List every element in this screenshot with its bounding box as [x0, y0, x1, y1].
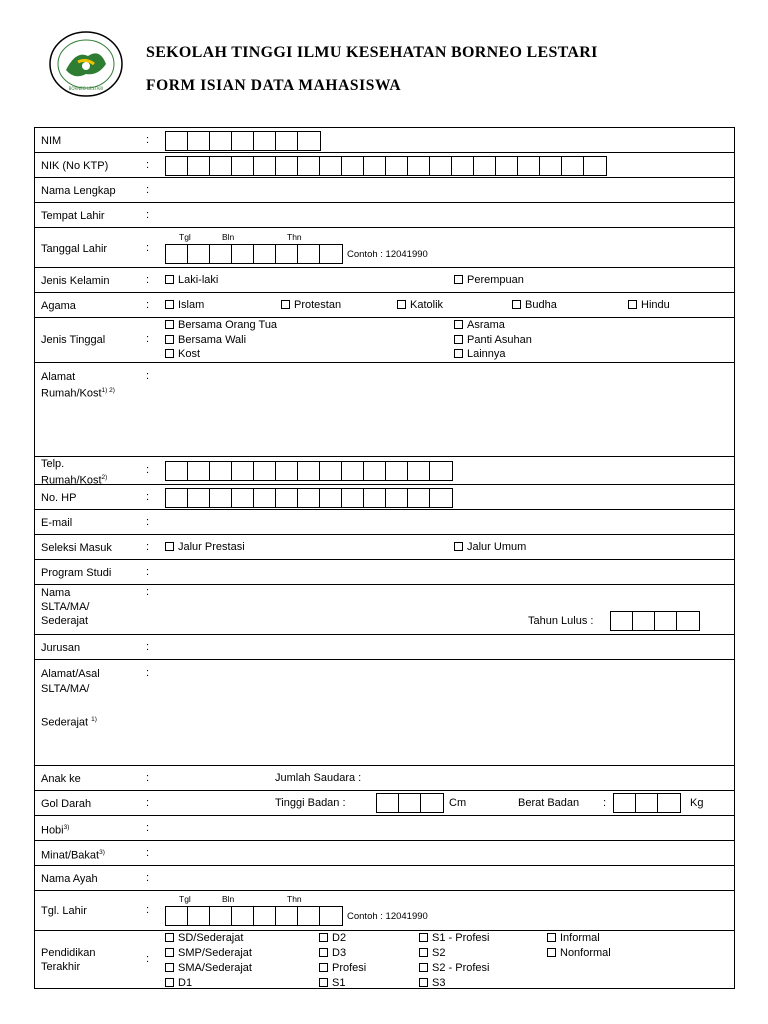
colon: :	[146, 847, 150, 859]
label-tahun-lulus: Tahun Lulus :	[528, 615, 594, 627]
colon: :	[146, 872, 150, 884]
checkbox-hindu[interactable]: Hindu	[628, 299, 670, 311]
colon: :	[146, 333, 150, 345]
row-no-hp	[35, 485, 734, 510]
checkbox-kost[interactable]: Kost	[165, 348, 200, 360]
nik-input-boxes[interactable]	[165, 156, 607, 176]
date-label-bln: Bln	[222, 232, 235, 242]
colon: :	[146, 904, 150, 916]
row-tempat-lahir	[35, 203, 734, 228]
row-hobi	[35, 816, 734, 841]
checkbox-informal[interactable]: Informal	[547, 932, 600, 944]
colon: :	[146, 134, 150, 146]
colon: :	[146, 299, 150, 311]
row-jurusan	[35, 635, 734, 660]
checkbox-islam[interactable]: Islam	[165, 299, 204, 311]
label-program-studi: Program Studi	[41, 567, 112, 579]
label-pendidikan-terakhir: Pendidikan Terakhir	[41, 947, 96, 973]
colon: :	[603, 797, 607, 809]
row-agama	[35, 293, 734, 318]
label-berat-badan: Berat Badan	[518, 797, 580, 809]
checkbox-laki-laki[interactable]: Laki-laki	[165, 274, 218, 286]
label-minat-bakat: Minat/Bakat$^{3)}$	[41, 849, 105, 862]
colon: :	[146, 772, 150, 784]
row-minat-bakat	[35, 841, 734, 866]
colon: :	[146, 822, 150, 834]
row-alamat	[35, 363, 734, 457]
label-nama-slta: Nama SLTA/MA/ Sederajat	[41, 587, 90, 627]
label-nama: Nama Lengkap	[41, 185, 116, 197]
colon: :	[146, 370, 150, 382]
label-nik: NIK (No KTP)	[41, 160, 109, 172]
date-label-thn: Thn	[287, 232, 302, 242]
row-nama	[35, 178, 734, 203]
checkbox-asrama[interactable]: Asrama	[454, 319, 505, 331]
svg-text:BORNEO LESTARI: BORNEO LESTARI	[68, 86, 104, 91]
checkbox-protestan[interactable]: Protestan	[281, 299, 341, 311]
nim-input-boxes[interactable]	[165, 131, 321, 151]
checkbox-s3[interactable]: S3	[419, 977, 445, 989]
checkbox-s2[interactable]: S2	[419, 947, 445, 959]
label-agama: Agama	[41, 300, 76, 312]
row-tanggal-lahir	[35, 228, 734, 268]
label-jurusan: Jurusan	[41, 642, 81, 654]
colon: :	[146, 516, 150, 528]
row-seleksi-masuk	[35, 535, 734, 560]
tahun-lulus-input-boxes[interactable]	[610, 611, 700, 631]
checkbox-jalur-prestasi[interactable]: Jalur Prestasi	[165, 541, 245, 553]
label-cm: Cm	[449, 797, 467, 809]
checkbox-nonformal[interactable]: Nonformal	[547, 947, 611, 959]
colon: :	[146, 586, 150, 598]
label-jenis-tinggal: Jenis Tinggal	[41, 334, 106, 346]
row-nik	[35, 153, 734, 178]
checkbox-lainnya[interactable]: Lainnya	[454, 348, 506, 360]
checkbox-s2-profesi[interactable]: S2 - Profesi	[419, 962, 489, 974]
label-anak-ke: Anak ke	[41, 773, 81, 785]
row-gol-darah	[35, 791, 734, 816]
label-nim: NIM	[41, 135, 62, 147]
colon: :	[146, 667, 150, 679]
colon: :	[146, 641, 150, 653]
checkbox-bersama-orang-tua[interactable]: Bersama Orang Tua	[165, 319, 277, 331]
telp-input-boxes[interactable]	[165, 461, 453, 481]
checkbox-sd[interactable]: SD/Sederajat	[165, 932, 243, 944]
checkbox-s1[interactable]: S1	[319, 977, 345, 989]
colon: :	[146, 209, 150, 221]
label-alamat: Alamat Rumah/Kost$^{1) 2)}$	[41, 371, 115, 400]
checkbox-s1-profesi[interactable]: S1 - Profesi	[419, 932, 489, 944]
colon: :	[146, 464, 150, 476]
label-tempat-lahir: Tempat Lahir	[41, 210, 105, 222]
label-tgl-lahir-ayah: Tgl. Lahir	[41, 905, 87, 917]
row-nama-slta	[35, 585, 734, 635]
label-nama-ayah: Nama Ayah	[41, 873, 98, 885]
birthdate-input-boxes[interactable]	[165, 244, 343, 264]
label-tinggi-badan: Tinggi Badan :	[275, 797, 346, 809]
hp-input-boxes[interactable]	[165, 488, 453, 508]
checkbox-smp[interactable]: SMP/Sederajat	[165, 947, 252, 959]
label-tanggal-lahir: Tanggal Lahir	[41, 243, 108, 255]
colon: :	[146, 159, 150, 171]
checkbox-katolik[interactable]: Katolik	[397, 299, 443, 311]
row-alamat-slta	[35, 660, 734, 766]
checkbox-jalur-umum[interactable]: Jalur Umum	[454, 541, 526, 553]
row-tgl-lahir-ayah	[35, 891, 734, 931]
school-logo	[48, 30, 124, 98]
date-label-tgl: Tgl	[179, 894, 191, 904]
row-nama-ayah	[35, 866, 734, 891]
colon: :	[146, 274, 150, 286]
colon: :	[146, 797, 150, 809]
label-seleksi-masuk: Seleksi Masuk	[41, 542, 112, 554]
checkbox-budha[interactable]: Budha	[512, 299, 557, 311]
label-kg: Kg	[690, 797, 704, 809]
row-jenis-kelamin	[35, 268, 734, 293]
row-nim	[35, 128, 734, 153]
checkbox-panti-asuhan[interactable]: Panti Asuhan	[454, 334, 532, 346]
label-alamat-slta: Alamat/Asal SLTA/MA/ Sederajat $^{1)}$	[41, 668, 100, 729]
father-birthdate-input-boxes[interactable]	[165, 906, 343, 926]
label-hobi: Hobi$^{3)}$	[41, 824, 70, 837]
colon: :	[146, 184, 150, 196]
label-email: E-mail	[41, 517, 73, 529]
label-no-hp: No. HP	[41, 492, 77, 504]
row-jenis-tinggal	[35, 318, 734, 363]
checkbox-d3[interactable]: D3	[319, 947, 346, 959]
date-label-tgl: Tgl	[179, 232, 191, 242]
school-title: SEKOLAH TINGGI ILMU KESEHATAN BORNEO LESTARI	[146, 44, 598, 61]
date-label-bln: Bln	[222, 894, 235, 904]
checkbox-bersama-wali[interactable]: Bersama Wali	[165, 334, 246, 346]
date-label-thn: Thn	[287, 894, 302, 904]
row-anak-ke	[35, 766, 734, 791]
form-title: FORM ISIAN DATA MAHASISWA	[146, 77, 402, 94]
label-jumlah-saudara: Jumlah Saudara :	[275, 772, 362, 784]
checkbox-sma[interactable]: SMA/Sederajat	[165, 962, 252, 974]
row-pendidikan-terakhir	[35, 931, 734, 989]
checkbox-d2[interactable]: D2	[319, 932, 346, 944]
checkbox-perempuan[interactable]: Perempuan	[454, 274, 524, 286]
label-telp: Telp. Rumah/Kost$^{2)}$	[41, 458, 108, 487]
colon: :	[146, 242, 150, 254]
colon: :	[146, 566, 150, 578]
colon: :	[146, 953, 150, 965]
row-email	[35, 510, 734, 535]
colon: :	[146, 491, 150, 503]
row-program-studi	[35, 560, 734, 585]
row-telp	[35, 457, 734, 485]
header	[0, 0, 768, 110]
student-data-form	[34, 127, 735, 989]
tinggi-input-boxes[interactable]	[376, 793, 444, 813]
date-example: Contoh : 12041990	[347, 911, 428, 922]
checkbox-profesi[interactable]: Profesi	[319, 962, 366, 974]
berat-input-boxes[interactable]	[613, 793, 681, 813]
label-jenis-kelamin: Jenis Kelamin	[41, 275, 110, 287]
colon: :	[146, 541, 150, 553]
label-gol-darah: Gol Darah	[41, 798, 92, 810]
checkbox-d1[interactable]: D1	[165, 977, 192, 989]
date-example: Contoh : 12041990	[347, 249, 428, 260]
